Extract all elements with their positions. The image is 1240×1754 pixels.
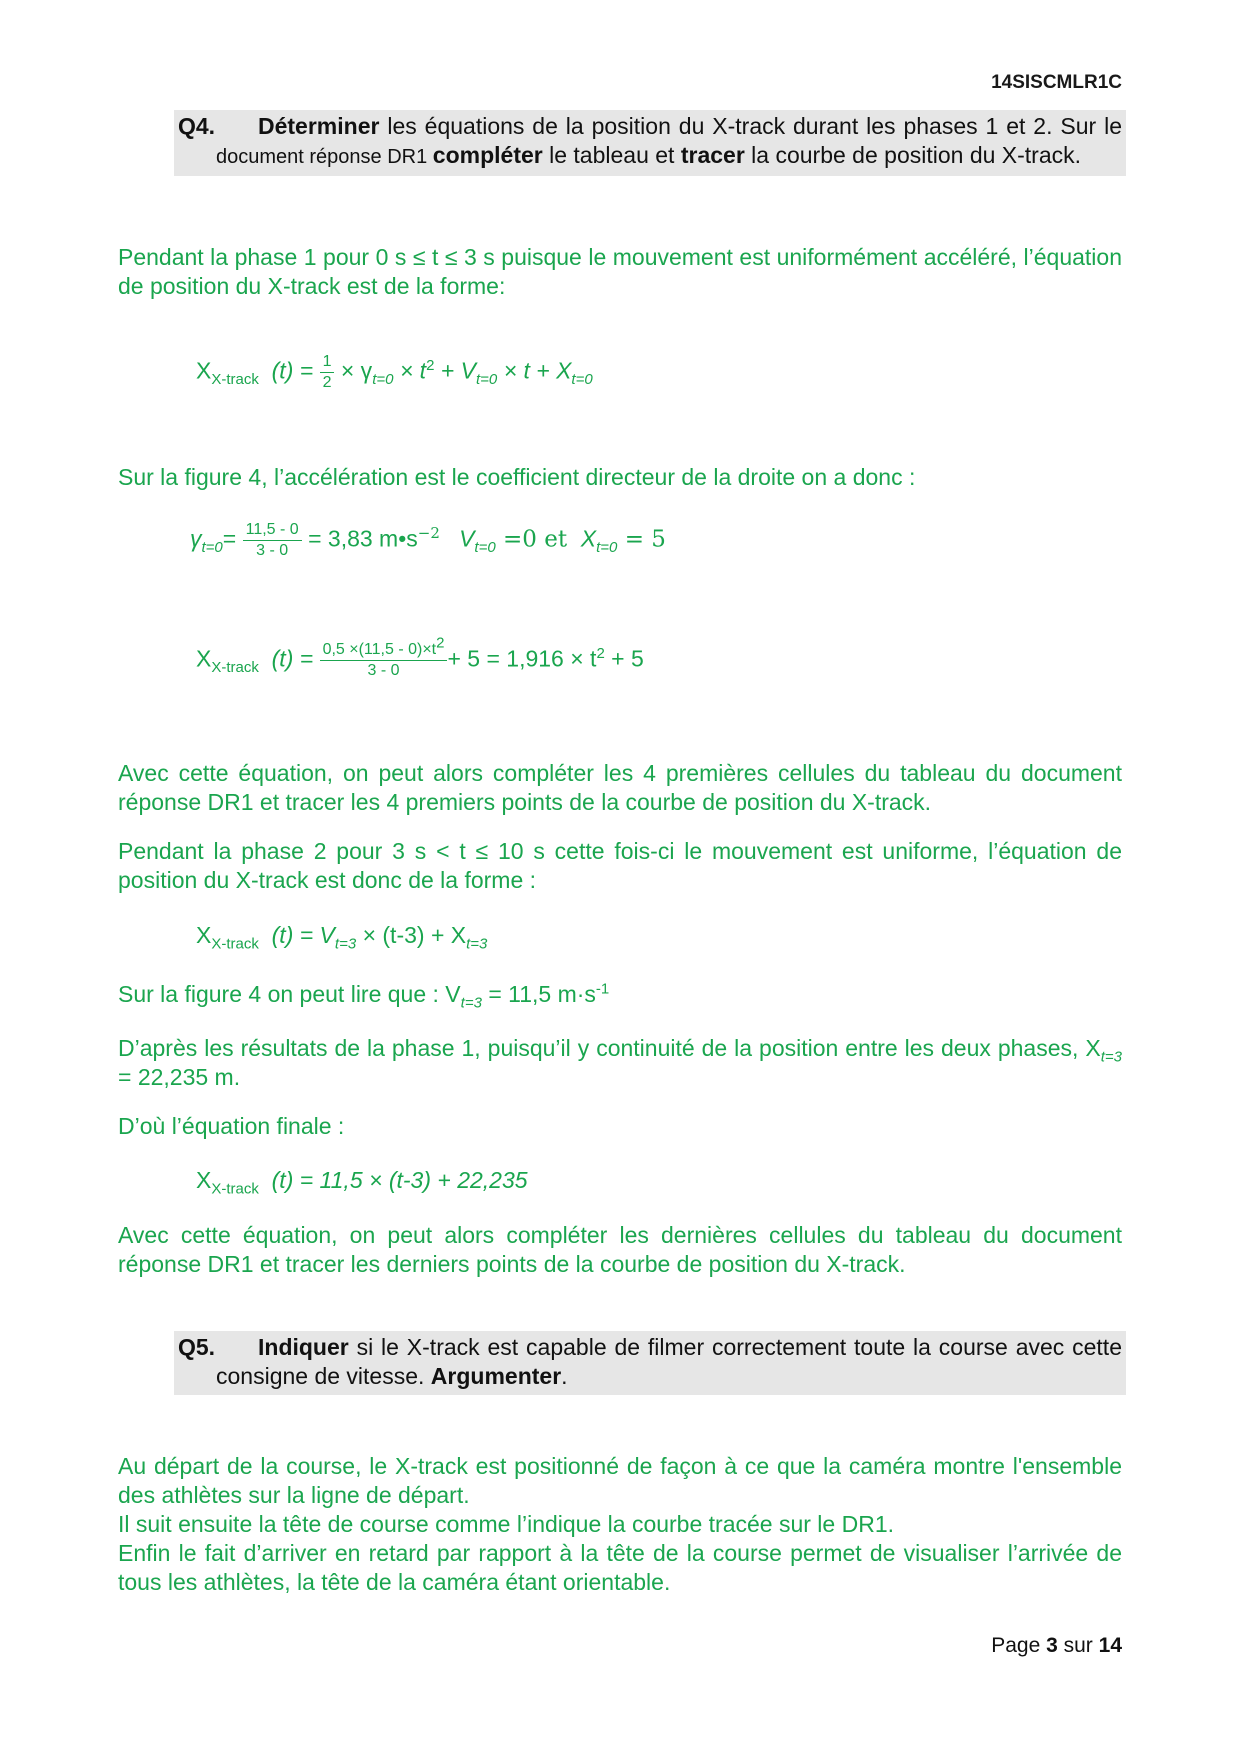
eq-symbol: X	[196, 357, 212, 384]
text-superscript: -1	[595, 980, 610, 998]
eq-text: + 5	[604, 645, 644, 672]
eq-text: = 3,83 m•s	[301, 525, 418, 552]
eq-frac-num: 1	[320, 352, 335, 373]
answer-paragraph	[118, 1034, 1122, 1092]
eq-frac-den: 2	[322, 374, 332, 391]
eq-symbol: X	[580, 525, 597, 552]
eq-text: × γ	[334, 357, 373, 384]
eq-symbol: X	[196, 1167, 212, 1193]
answer-q5	[118, 1452, 1122, 1597]
eq-text: (t) =	[271, 357, 320, 384]
eq-symbol: γ	[190, 525, 202, 552]
question-verb: Déterminer	[258, 113, 380, 139]
answer-paragraph: Sur la figure 4, l’accélération est le coefficient directeur de la droite on a donc :	[118, 464, 916, 490]
eq-text: × (t-3) + X	[356, 922, 467, 948]
answer-paragraph: Avec cette équation, on peut alors compléter les 4 premières cellules du tableau du document réponse DR1 et tracer les 4 premiers points de la courbe de position du X-track.	[118, 760, 1122, 815]
question-verb: compléter	[432, 142, 543, 168]
question-verb: Argumenter	[430, 1363, 562, 1389]
eq-superscript: 2	[596, 644, 605, 662]
eq-subscript: t=0	[372, 371, 394, 389]
question-text-part: si le X-track est capable de filmer correctement toute la course avec cette consigne de vitesse.	[216, 1334, 1122, 1389]
eq-text: (t) =	[271, 645, 320, 672]
eq-text: + V	[434, 357, 476, 384]
question-text	[216, 112, 1122, 172]
page-total: 14	[1098, 1634, 1122, 1657]
eq-superscript: 2	[436, 634, 445, 652]
eq-text: =	[222, 525, 237, 552]
eq-subscript: X-track	[211, 935, 259, 953]
eq-subscript: X-track	[211, 371, 259, 389]
answer-paragraph: Pendant la phase 2 pour 3 s < t ≤ 10 s cette fois-ci le mouvement est uniforme, l’équation de position du X-track est donc de la forme :	[118, 838, 1122, 893]
equation-phase1-general	[196, 352, 593, 393]
eq-fraction	[320, 352, 335, 393]
eq-symbol: V	[459, 525, 475, 552]
eq-text: et	[536, 526, 575, 553]
eq-subscript: t=0	[475, 371, 498, 389]
answer-paragraph: Pendant la phase 1 pour 0 s ≤ t ≤ 3 s puisque le mouvement est uniformément accéléré, l’équation de position du X-track est de la forme:	[118, 244, 1122, 299]
answer-paragraph: Avec cette équation, on peut alors compléter les dernières cellules du tableau du document réponse DR1 et tracer les derniers points de la courbe de position du X-track.	[118, 1222, 1122, 1277]
answer-line: Au départ de la course, le X-track est positionné de façon à ce que la caméra montre l'ensemble des athlètes sur la ligne de départ.	[118, 1453, 1122, 1508]
question-text-part: .	[561, 1363, 568, 1389]
equation-phase1-numeric	[196, 634, 644, 681]
eq-subscript: t=3	[466, 935, 488, 953]
page-current: 3	[1046, 1634, 1058, 1657]
answer-line: Il suit ensuite la tête de course comme l’indique la courbe tracée sur le DR1.	[118, 1511, 895, 1537]
text-part: = 11,5 m·s	[481, 981, 596, 1007]
text-part: D’après les résultats de la phase 1, puisqu’il y continuité de la position entre les deux phases, X	[118, 1035, 1101, 1061]
eq-text: = 5	[617, 526, 666, 553]
question-text-part: les équations de la position du X-track durant les phases 1 et 2. Sur le	[379, 113, 1122, 139]
page-number	[991, 1634, 1122, 1658]
equation-acceleration	[190, 520, 666, 561]
eq-text: (t) = 11,5 × (t-3) + 22,235	[271, 1167, 528, 1193]
eq-text: × t	[393, 357, 427, 384]
eq-text: (t) = V	[271, 922, 335, 948]
text-subscript: t=3	[1100, 1048, 1122, 1066]
eq-frac-num: 0,5 ×(11,5 - 0)×t	[322, 641, 437, 658]
eq-subscript: X-track	[211, 1180, 259, 1198]
question-text	[216, 1333, 1122, 1391]
eq-frac-den: 3 - 0	[367, 662, 400, 679]
question-text-part: la courbe de position du X-track.	[744, 142, 1082, 168]
text-subscript: t=3	[460, 994, 482, 1012]
eq-subscript: t=0	[571, 371, 593, 389]
eq-subscript: t=0	[474, 539, 496, 557]
eq-text: =0	[495, 526, 537, 553]
eq-frac-den: 3 - 0	[256, 542, 289, 559]
text-part: = 22,235 m.	[118, 1064, 241, 1090]
eq-subscript: X-track	[211, 659, 259, 677]
question-number: Q5.	[178, 1334, 216, 1360]
question-verb: Indiquer	[258, 1334, 349, 1360]
question-q5-box	[174, 1331, 1126, 1395]
equation-phase2-final	[196, 1167, 528, 1198]
eq-subscript: t=0	[596, 539, 618, 557]
eq-fraction	[243, 520, 302, 561]
question-text-part: le tableau et	[542, 142, 681, 168]
eq-symbol: X	[196, 645, 212, 672]
page-sur: sur	[1057, 1634, 1099, 1657]
answer-paragraph: D’où l’équation finale :	[118, 1113, 345, 1139]
eq-symbol: X	[196, 922, 212, 948]
eq-text: × t + X	[497, 357, 572, 384]
eq-subscript: t=0	[201, 539, 223, 557]
equation-phase2-general	[196, 922, 488, 953]
answer-paragraph	[118, 980, 1122, 1012]
eq-subscript: t=3	[334, 935, 357, 953]
answer-line: Enfin le fait d’arriver en retard par rapport à la tête de la course permet de visualiser l’arrivée de tous les athlètes, la tête de la caméra étant orientable.	[118, 1540, 1122, 1595]
eq-frac-num: 11,5 - 0	[243, 520, 302, 541]
text-part: Sur la figure 4 on peut lire que : V	[118, 981, 461, 1007]
eq-superscript: −2	[417, 523, 440, 542]
eq-fraction	[320, 634, 448, 681]
question-verb: tracer	[680, 142, 745, 168]
question-number: Q4.	[178, 113, 216, 139]
eq-superscript: 2	[426, 356, 435, 374]
eq-text: + 5 = 1,916 × t	[447, 645, 597, 672]
document-code: 14SISCMLR1C	[991, 72, 1122, 93]
page-word: Page	[991, 1634, 1047, 1657]
question-q4-box	[174, 110, 1126, 176]
question-text-small: document réponse DR1	[216, 146, 433, 168]
